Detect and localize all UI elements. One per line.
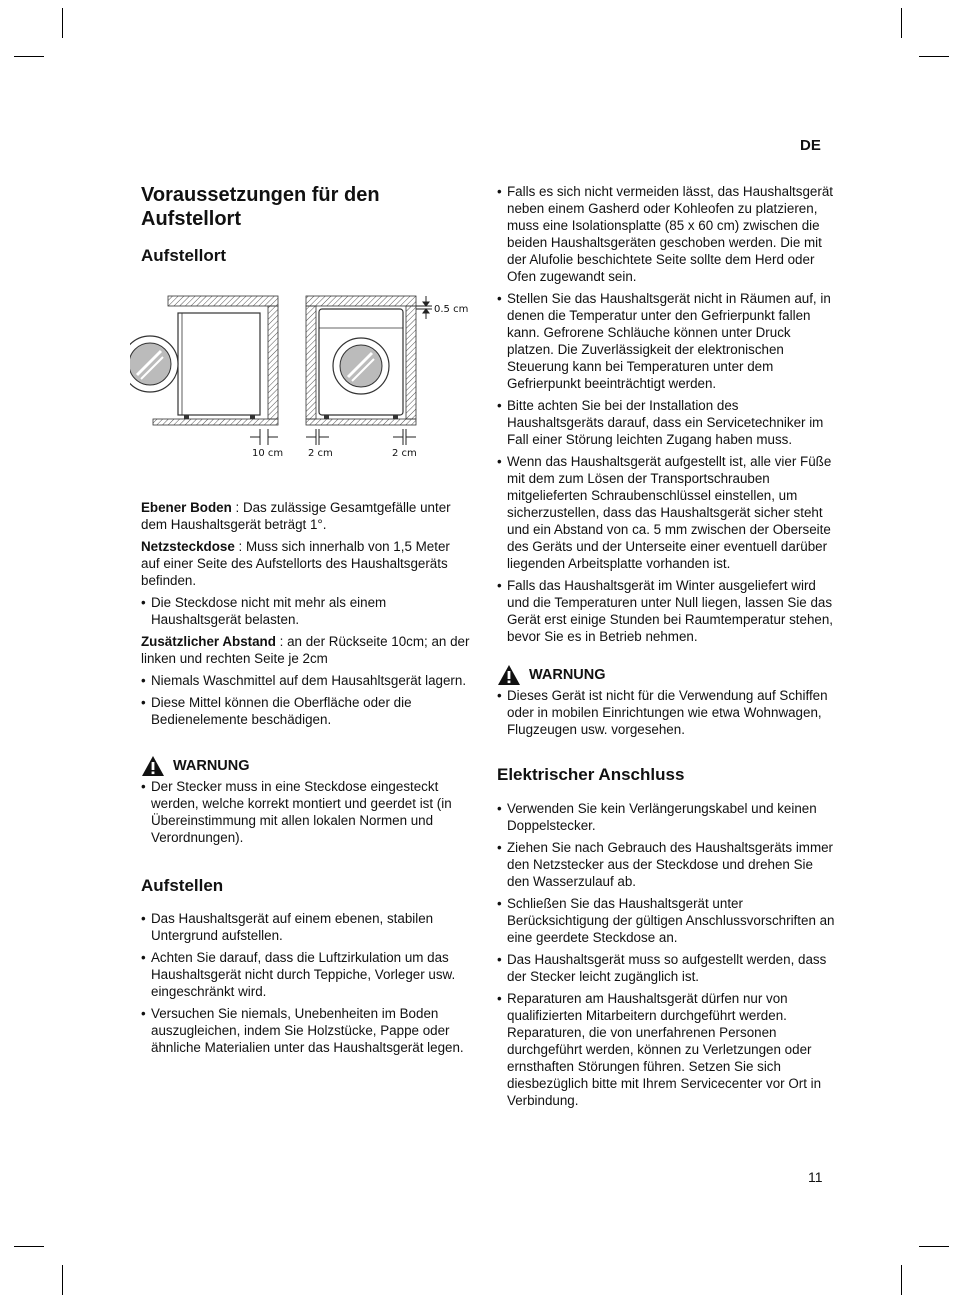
list-item: • Ziehen Sie nach Gebrauch des Haushaltsgeräts immer den Netzstecker aus der Steckdose und drehen Sie den Wasserzulauf ab. <box>497 839 837 890</box>
floor-paragraph <box>141 499 471 533</box>
left-column <box>141 183 471 1061</box>
language-code: DE <box>800 137 821 154</box>
list-item: • Versuchen Sie niemals, Unebenheiten im Boden auszugleichen, indem Sie Holzstücke, Pappe oder ähnliche Materialien unter das Haushaltsgerät legen. <box>141 1005 471 1056</box>
clearance-list <box>141 672 471 728</box>
floor-text: : Das zulässige Gesamtgefälle unter dem Haushaltsgerät beträgt 1°. <box>141 500 451 532</box>
socket-paragraph <box>141 538 471 589</box>
page-title: Voraussetzungen für den Aufstellort <box>141 184 380 230</box>
door-front-icon <box>333 338 389 394</box>
floor-right <box>306 419 416 425</box>
list-item: • Das Haushaltsgerät auf einem ebenen, stabilen Untergrund aufstellen. <box>141 910 471 944</box>
dim-top-label: 0.5 cm <box>434 304 469 315</box>
list-item: • Falls das Haushaltsgerät im Winter ausgeliefert wird und die Temperaturen unter Null liegen, lassen Sie das Gerät erst einige Stunden bei Raumtemperatur stehen, bevor Sie es in Betrieb nehmen. <box>497 577 837 645</box>
installation-diagram <box>130 293 471 477</box>
back-wall-left <box>268 306 278 419</box>
dim-side-label: 2 cm <box>392 448 417 459</box>
right-side-clearance-marker <box>393 429 416 445</box>
list-item: • Schließen Sie das Haushaltsgerät unter Berücksichtigung der gültigen Anschlussvorschriften an eine geerdete Steckdose an. <box>497 895 837 946</box>
socket-label: Netzsteckdose <box>141 539 235 554</box>
washer-side <box>178 313 260 415</box>
crop-mark <box>901 1265 902 1295</box>
section-title-aufstellen: Aufstellen <box>141 876 224 895</box>
dim-back-label: 10 cm <box>252 448 284 459</box>
crop-mark <box>14 1246 44 1247</box>
dim-side-label: 2 cm <box>308 448 333 459</box>
socket-list <box>141 594 471 628</box>
top-clearance-marker <box>416 296 432 319</box>
location-list <box>497 183 837 645</box>
install-list <box>141 910 471 1056</box>
back-clearance-marker <box>250 429 278 445</box>
warning-icon <box>141 755 165 777</box>
page-number: 11 <box>808 1169 823 1185</box>
list-item: • Stellen Sie das Haushaltsgerät nicht in Räumen auf, in denen die Temperatur unter den Gefrierpunkt fallen kann. Gefrorene Schläuche können unter Druck platzen. Die Zuverlässigkeit der elektronischen Steuerung kann bei Temperaturen unter dem Gefrierpunkt beeinträchtigt werden. <box>497 290 837 392</box>
section-title-aufstellort: Aufstellort <box>141 246 226 265</box>
warning-list <box>141 778 471 846</box>
list-item: • Diese Mittel können die Oberfläche oder die Bedienelemente beschädigen. <box>141 694 471 728</box>
crop-mark <box>919 56 949 57</box>
list-item: • Reparaturen am Haushaltsgerät dürfen nur von qualifizierten Mitarbeitern durchgeführt werden. Reparaturen, die von unerfahrenen Personen durchgeführt werden, können zu Verletzungen oder ernsthaften Störungen führen. Setzen Sie sich diesbezüglich bitte mit Ihrem Servicecenter vor Ort in Verbindung. <box>497 990 837 1109</box>
warning-label: WARNUNG <box>173 757 250 774</box>
side-wall-left <box>306 306 316 419</box>
electric-list <box>497 800 837 1109</box>
warning-label: WARNUNG <box>529 666 606 683</box>
top-wall-right <box>306 296 416 306</box>
floor-label: Ebener Boden <box>141 500 232 515</box>
clearance-diagram <box>130 293 475 473</box>
list-item: • Der Stecker muss in eine Steckdose eingesteckt werden, welche korrekt montiert und geerdet ist (in Übereinstimmung mit allen lokalen Normen und Verordnungen). <box>141 778 471 846</box>
list-item: • Wenn das Haushaltsgerät aufgestellt ist, alle vier Füße mit dem zum Lösen der Transportschrauben mitgelieferten Schraubenschlüssel einstellen, um sicherzustellen, dass das Haushaltsgerät sicher steht und ein Abstand von ca. 5 mm zwischen der Oberseite des Geräts und der Unterseite einer eventuell darüber liegenden Arbeitsplatte vorhanden ist. <box>497 453 837 572</box>
right-column <box>497 183 837 1114</box>
door-side-icon <box>130 336 178 392</box>
crop-mark <box>14 56 44 57</box>
socket-text: : Muss sich innerhalb von 1,5 Meter auf einer Seite des Aufstellorts des Haushaltsgeräts befinden. <box>141 539 450 588</box>
section-title-elektrischer-anschluss: Elektrischer Anschluss <box>497 765 685 784</box>
crop-mark <box>919 1246 949 1247</box>
clearance-text: : an der Rückseite 10cm; an der linken und rechten Seite je 2cm <box>141 634 470 666</box>
list-item: • Niemals Waschmittel auf dem Hausahltsgerät lagern. <box>141 672 471 689</box>
warning-icon <box>497 664 521 686</box>
list-item: • Bitte achten Sie bei der Installation des Haushaltsgeräts darauf, dass ein Servicetechniker im Fall einer Störung leichten Zugang haben muss. <box>497 397 837 448</box>
list-item: • Achten Sie darauf, dass die Luftzirkulation um das Haushaltsgerät nicht durch Teppiche, Vorleger usw. eingeschränkt wird. <box>141 949 471 1000</box>
crop-mark <box>901 8 902 38</box>
list-item: • Dieses Gerät ist nicht für die Verwendung auf Schiffen oder in mobilen Einrichtungen wie etwa Wohnwagen, Flugzeugen usw. vorgesehen. <box>497 687 837 738</box>
list-item: • Die Steckdose nicht mit mehr als einem Haushaltsgerät belasten. <box>141 594 471 628</box>
list-item: • Verwenden Sie kein Verlängerungskabel und keinen Doppelstecker. <box>497 800 837 834</box>
floor-left <box>153 419 278 425</box>
list-item: • Das Haushaltsgerät muss so aufgestellt werden, dass der Stecker leicht zugänglich ist. <box>497 951 837 985</box>
warning-list <box>497 687 837 738</box>
list-item: • Falls es sich nicht vermeiden lässt, das Haushaltsgerät neben einem Gasherd oder Kohleofen zu platzieren, muss eine Isolationsplatte (85 x 60 cm) zwischen die beiden Haushaltsgeräten geschoben werden. Die mit der Alufolie beschichtete Seite sollte dem Herd oder Ofen zugewandt sein. <box>497 183 837 285</box>
warning-heading <box>497 663 837 687</box>
clearance-paragraph <box>141 633 471 667</box>
side-wall-right <box>406 306 416 419</box>
crop-mark <box>62 1265 63 1295</box>
warning-heading <box>141 754 471 778</box>
top-wall-left <box>168 296 278 306</box>
left-side-clearance-marker <box>306 429 329 445</box>
clearance-label: Zusätzlicher Abstand <box>141 634 276 649</box>
crop-mark <box>62 8 63 38</box>
